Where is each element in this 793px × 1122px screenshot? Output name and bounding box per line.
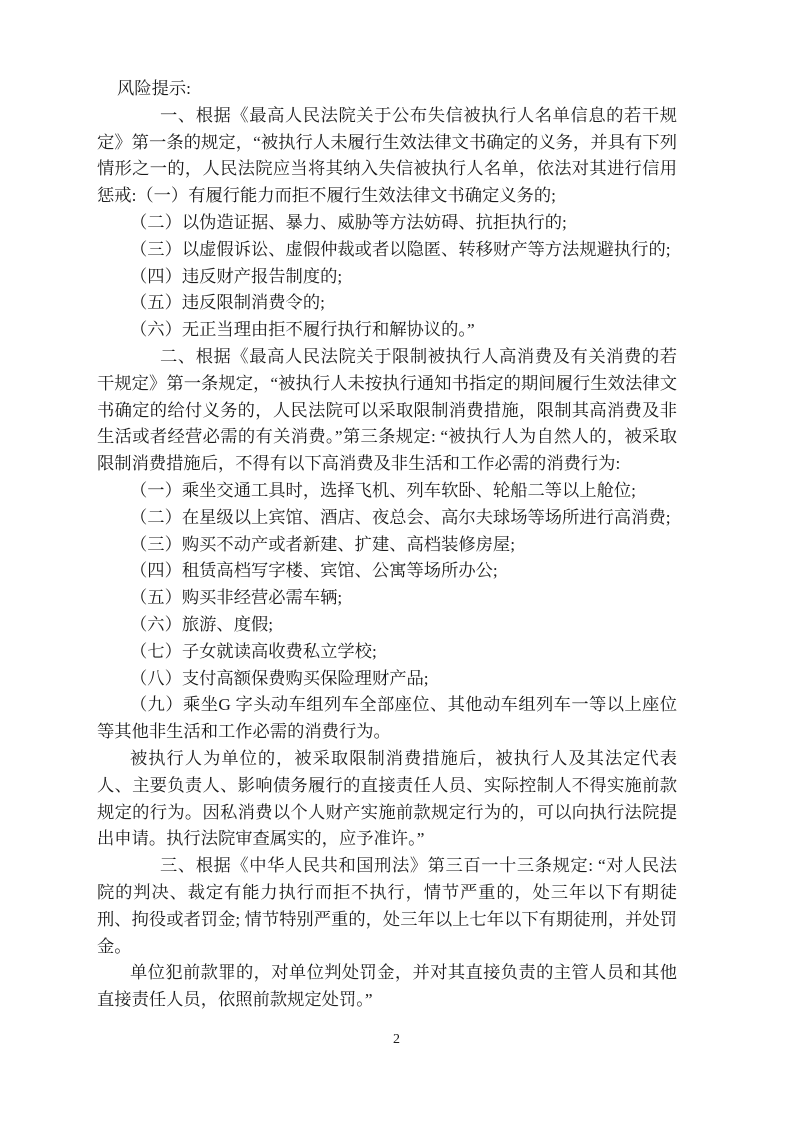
paragraph-s2-item-6: （六）旅游、度假;: [130, 614, 274, 634]
paragraph-s1-item-6: （六）无正当理由拒不履行执行和解协议的。”: [130, 320, 475, 340]
paragraph-s2-item-9: （九）乘坐G 字头动车组列车全部座位、其他动车组列车一等以上座位等其他非生活和工作必需的消费行为。: [97, 695, 677, 742]
document-heading: 风险提示:: [117, 79, 191, 98]
paragraph-s2-item-2: （二）在星级以上宾馆、酒店、夜总会、高尔夫球场等场所进行高消费;: [130, 507, 671, 527]
paragraph-section-1: 一、根据《最高人民法院关于公布失信被执行人名单信息的若干规定》第一条的规定，“被执行人未履行生效法律文书确定的义务，并具有下列情形之一的，人民法院应当将其纳入失信被执行人名单，依法对其进行信用惩戒:（一）有履行能力而拒不履行生效法律文书确定义务的;: [97, 105, 677, 206]
document-body: [97, 76, 677, 1014]
paragraph-s3-unit-clause: 单位犯前款罪的，对单位判处罚金，并对其直接负责的主管人员和其他直接责任人员，依照前款规定处罚。”: [97, 963, 677, 1010]
paragraph-section-3: 三、根据《中华人民共和国刑法》第三百一十三条规定: “对人民法院的判决、裁定有能力执行而拒不执行，情节严重的，处三年以下有期徒刑、拘役或者罚金; 情节特别严重的，处三年以上七年以下有期徒刑，并处罚金。: [97, 856, 677, 956]
paragraph-s2-item-5: （五）购买非经营必需车辆;: [130, 588, 343, 608]
paragraph-s1-item-4: （四）违反财产报告制度的;: [130, 266, 343, 286]
paragraph-s2-item-4: （四）租赁高档写字楼、宾馆、公寓等场所办公;: [130, 561, 498, 581]
page-number: 2: [393, 1032, 400, 1047]
paragraph-s1-item-5: （五）违反限制消费令的;: [130, 293, 325, 313]
paragraph-section-2: 二、根据《最高人民法院关于限制被执行人高消费及有关消费的若干规定》第一条规定，“被执行人未按执行通知书指定的期间履行生效法律文书确定的给付义务的，人民法院可以采取限制消费措施，限制其高消费及非生活或者经营必需的有关消费。”第三条规定: “被执行人为自然人的，被采取限制消费措施后，不得有以下高消费及非生活和工作必需的消费行为:: [97, 346, 677, 474]
paragraph-s2-item-8: （八）支付高额保费购买保险理财产品;: [130, 668, 429, 688]
paragraph-s2-item-1: （一）乘坐交通工具时，选择飞机、列车软卧、轮船二等以上舱位;: [130, 480, 636, 500]
paragraph-s1-item-2: （二）以伪造证据、暴力、威胁等方法妨碍、抗拒执行的;: [130, 212, 567, 232]
paragraph-s2-item-7: （七）子女就读高收费私立学校;: [130, 641, 377, 661]
paragraph-s1-item-3: （三）以虚假诉讼、虚假仲裁或者以隐匿、转移财产等方法规避执行的;: [130, 239, 671, 259]
paragraph-s2-unit-clause: 被执行人为单位的，被采取限制消费措施后，被执行人及其法定代表人、主要负责人、影响债务履行的直接责任人员、实际控制人不得实施前款规定的行为。因私消费以个人财产实施前款规定行为的，可以向执行法院提出申请。执行法院审查属实的，应予准许。”: [97, 748, 677, 849]
paragraph-s2-item-3: （三）购买不动产或者新建、扩建、高档装修房屋;: [130, 534, 515, 554]
